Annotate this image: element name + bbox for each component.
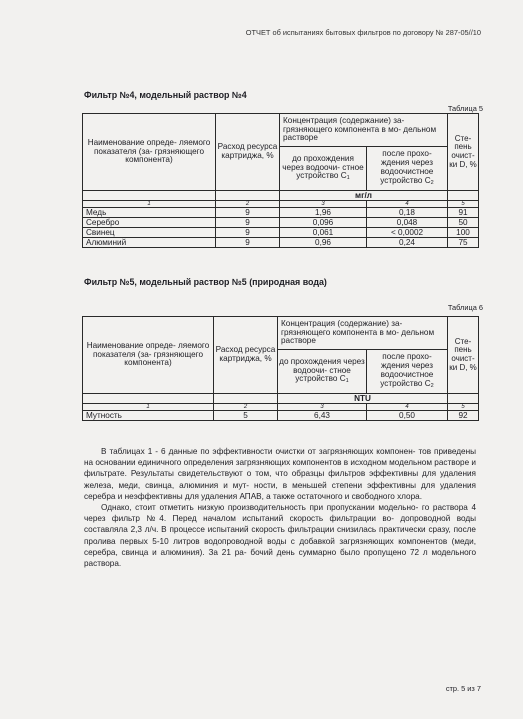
table5-header-name: Наименование опреде- ляемого показателя (за- грязняющего компонента)	[83, 114, 216, 191]
table5-row-d: 50	[448, 218, 479, 228]
table6-header-before: до прохождения через водоочи- стное устройство C1	[278, 350, 367, 394]
report-header: ОТЧЕТ об испытаниях бытовых фильтров по договору № 287-05//10	[245, 28, 481, 37]
table5-row-c1: 1,96	[280, 208, 367, 218]
table5	[82, 113, 479, 248]
table6-unit: NTU	[278, 394, 448, 404]
table6-header-name: Наименование опреде- ляемого показателя (за- грязняющего компонента)	[83, 317, 214, 394]
table5-number: Таблица 5	[447, 104, 483, 113]
table5-col-index: 5	[448, 201, 479, 208]
table5-header-rate: Расход ресурса картриджа, %	[216, 114, 280, 191]
table5-header-before: до прохождения через водоочи- стное устройство C1	[280, 147, 367, 191]
table5-col-index: 1	[83, 201, 216, 208]
table5-unit: мг/л	[280, 191, 448, 201]
table5-row-rate: 9	[216, 238, 280, 248]
table5-col-index: 4	[367, 201, 448, 208]
table5-header-concentration: Концентрация (содержание) за- грязняющего компонента в мо- дельном растворе	[280, 114, 448, 147]
table5-row-c2: < 0,0002	[367, 228, 448, 238]
table6-header-concentration: Концентрация (содержание) за- грязняющего компонента в мо- дельном растворе	[278, 317, 448, 350]
table5-row-c1: 0,096	[280, 218, 367, 228]
table5-row-c2: 0,048	[367, 218, 448, 228]
table5-row-name: Свинец	[83, 228, 216, 238]
table5-col-index: 2	[216, 201, 280, 208]
table5-row-rate: 9	[216, 218, 280, 228]
table5-row-c2: 0,24	[367, 238, 448, 248]
table6-row-name: Мутность	[83, 411, 214, 421]
table5-row-rate: 9	[216, 208, 280, 218]
table5-row-d: 100	[448, 228, 479, 238]
table5-row-c1: 0,96	[280, 238, 367, 248]
table6-col-index: 2	[214, 404, 278, 411]
table5-row-rate: 9	[216, 228, 280, 238]
table5-row-name: Медь	[83, 208, 216, 218]
body-text	[84, 446, 476, 569]
table6-row-d: 92	[448, 411, 479, 421]
table6-row-c1: 6,43	[278, 411, 367, 421]
table6-header-rate: Расход ресурса картриджа, %	[214, 317, 278, 394]
table6-header-after: после прохо- ждения через водоочистное устройство C2	[367, 350, 448, 394]
table6-col-index: 4	[367, 404, 448, 411]
paragraph-performance: Однако, стоит отметить низкую производительность при пропускании модельно- го раствора 4 через фильтр №4. Перед началом испытаний скорость фильтрации во- допроводной воды составляла 2,3 л/ч. В процессе испытаний скорость фильтрации снизилась практически сразу, после пролива первых 5-10 литров водопроводной воды с добавкой загрязняющих компонентов (меди, серебра, свинца и алюминия). За 21 ра- бочий день суммарно было пропущено 72 л модельного раствора.	[84, 503, 476, 569]
table6-row-c2: 0,50	[367, 411, 448, 421]
table5-row-c1: 0,061	[280, 228, 367, 238]
table6-number: Таблица 6	[447, 303, 483, 312]
table6-heading: Фильтр №5, модельный раствор №5 (природная вода)	[84, 277, 327, 287]
paragraph-results: В таблицах 1 - 6 данные по эффективности очистки от загрязняющих компонен- тов приведены на основании единичного определения загрязняющих компонентов в исходном модельном растворе и фильтрате. Результаты свидетельствуют о том, что образцы фильтров эффективны для удаления железа, меди, свинца, алюминия и мут- ности, в меньшей степени эффективны для удаления серебра и неэффективны для удаления АПАВ, а также остаточного и свободного хлора.	[84, 447, 476, 501]
table6-header-degree: Сте- пень очист- ки D, %	[448, 317, 479, 394]
table6-col-index: 5	[448, 404, 479, 411]
table5-row-d: 75	[448, 238, 479, 248]
table5-header-after: после прохо- ждения через водоочистное устройство C2	[367, 147, 448, 191]
table6-row-rate: 5	[214, 411, 278, 421]
table5-header-degree: Сте- пень очист- ки D, %	[448, 114, 479, 191]
table5-row-name: Серебро	[83, 218, 216, 228]
table5-row-name: Алюминий	[83, 238, 216, 248]
page-number: стр. 5 из 7	[445, 684, 481, 693]
table5-row-c2: 0,18	[367, 208, 448, 218]
table5-row-d: 91	[448, 208, 479, 218]
table6	[82, 316, 479, 421]
table5-heading: Фильтр №4, модельный раствор №4	[84, 90, 247, 100]
table5-col-index: 3	[280, 201, 367, 208]
table6-col-index: 1	[83, 404, 214, 411]
table6-col-index: 3	[278, 404, 367, 411]
